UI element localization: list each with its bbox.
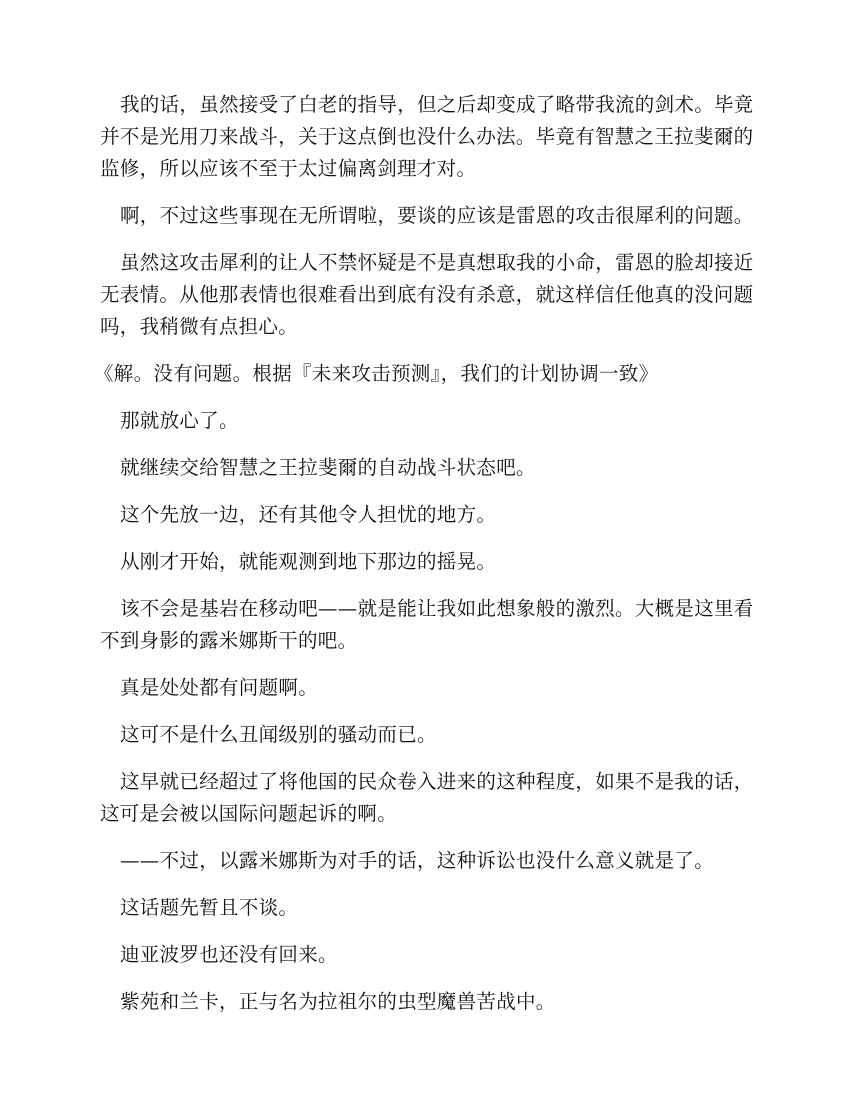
paragraph: 这个先放一边，还有其他令人担忧的地方。: [120, 503, 497, 526]
paragraph: ——不过，以露米娜斯为对手的话，这种诉讼也没什么意义就是了。: [120, 849, 715, 872]
paragraph-quote: 《解。没有问题。根据『未来攻击预测』，我们的计划协调一致》: [94, 362, 659, 385]
paragraph: 啊，不过这些事现在无所谓啦，要谈的应该是雷恩的攻击很犀利的问题。: [120, 204, 754, 227]
paragraph: 从刚才开始，就能观测到地下那边的摇晃。: [120, 550, 497, 573]
paragraph: 迪亚波罗也还没有回来。: [120, 943, 338, 966]
paragraph: 这可不是什么丑闻级别的骚动而已。: [120, 723, 437, 746]
paragraph: 就继续交给智慧之王拉斐爾的自动战斗状态吧。: [120, 456, 536, 479]
document-body: [94, 89, 760, 1033]
paragraph: 虽然这攻击犀利的让人不禁怀疑是不是真想取我的小命，雷恩的脸却接近无表情。从他那表情也很难看出到底有没有杀意，就这样信任他真的没问题吗，我稍微有点担心。: [100, 251, 754, 338]
paragraph: 真是处处都有问题啊。: [120, 676, 319, 699]
paragraph: 这早就已经超过了将他国的民众卷入进来的这种程度，如果不是我的话，这可是会被以国际问题起诉的啊。: [100, 770, 754, 825]
paragraph: 我的话，虽然接受了白老的指导，但之后却变成了略带我流的剑术。毕竟并不是光用刀来战斗，关于这点倒也没什么办法。毕竟有智慧之王拉斐爾的监修，所以应该不至于太过偏离剑理才对。: [100, 93, 754, 180]
paragraph: 紫苑和兰卡，正与名为拉祖尔的虫型魔兽苦战中。: [120, 990, 556, 1013]
paragraph: 这话题先暂且不谈。: [120, 896, 299, 919]
paragraph: 该不会是基岩在移动吧——就是能让我如此想象般的激烈。大概是这里看不到身影的露米娜斯干的吧。: [100, 597, 754, 652]
paragraph: 那就放心了。: [120, 409, 239, 432]
